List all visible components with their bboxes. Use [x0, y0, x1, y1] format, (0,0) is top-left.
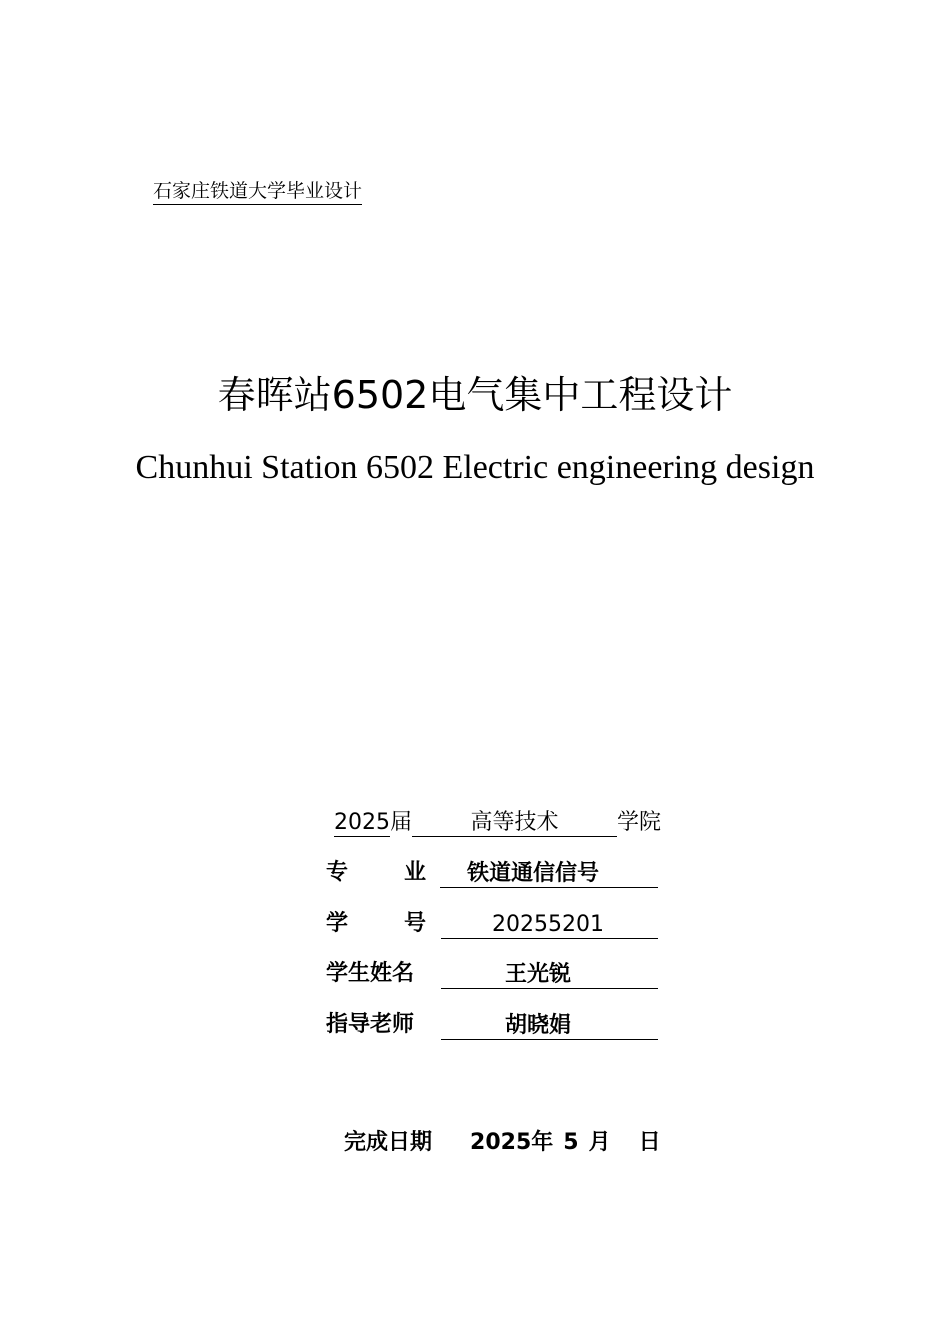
completion-date-line	[344, 1128, 661, 1158]
advisor-value: 胡晓娟	[505, 1013, 572, 1038]
student-name-row	[326, 959, 658, 989]
advisor-row	[326, 1010, 658, 1040]
completion-month: 5	[563, 1130, 579, 1155]
major-label	[326, 858, 426, 888]
college-name: 高等技术	[412, 810, 617, 837]
student-id-label	[326, 909, 426, 939]
completion-month-unit: 月	[588, 1130, 611, 1155]
student-id-field	[441, 912, 658, 939]
major-label-char-2: 业	[403, 860, 426, 885]
completion-year: 2025	[470, 1130, 532, 1155]
major-row	[326, 858, 658, 888]
university-header: 石家庄铁道大学毕业设计	[153, 178, 362, 205]
id-label-char-2: 号	[403, 911, 426, 936]
major-value-field	[440, 861, 658, 888]
advisor-field	[441, 1013, 658, 1040]
student-name-field	[441, 962, 658, 989]
major-label-char-1: 专	[326, 860, 349, 885]
class-year: 2025	[334, 810, 390, 835]
student-id-row	[326, 909, 658, 939]
thesis-title-english: Chunhui Station 6502 Electric engineering design	[135, 449, 815, 486]
class-year-suffix: 届	[390, 810, 413, 835]
class-college-line	[334, 808, 661, 838]
student-name-label: 学生姓名	[326, 961, 415, 986]
student-name-value: 王光锐	[505, 962, 572, 987]
college-suffix: 学院	[617, 810, 662, 835]
advisor-label: 指导老师	[326, 1012, 415, 1037]
student-id-value: 20255201	[492, 912, 604, 937]
completion-year-unit: 年	[531, 1130, 554, 1155]
completion-day-unit: 日	[638, 1130, 661, 1155]
id-label-char-1: 学	[326, 911, 349, 936]
thesis-title-chinese: 春晖站6502电气集中工程设计	[217, 373, 733, 417]
completion-date-label: 完成日期	[344, 1130, 433, 1155]
major-value: 铁道通信信号	[467, 861, 600, 886]
